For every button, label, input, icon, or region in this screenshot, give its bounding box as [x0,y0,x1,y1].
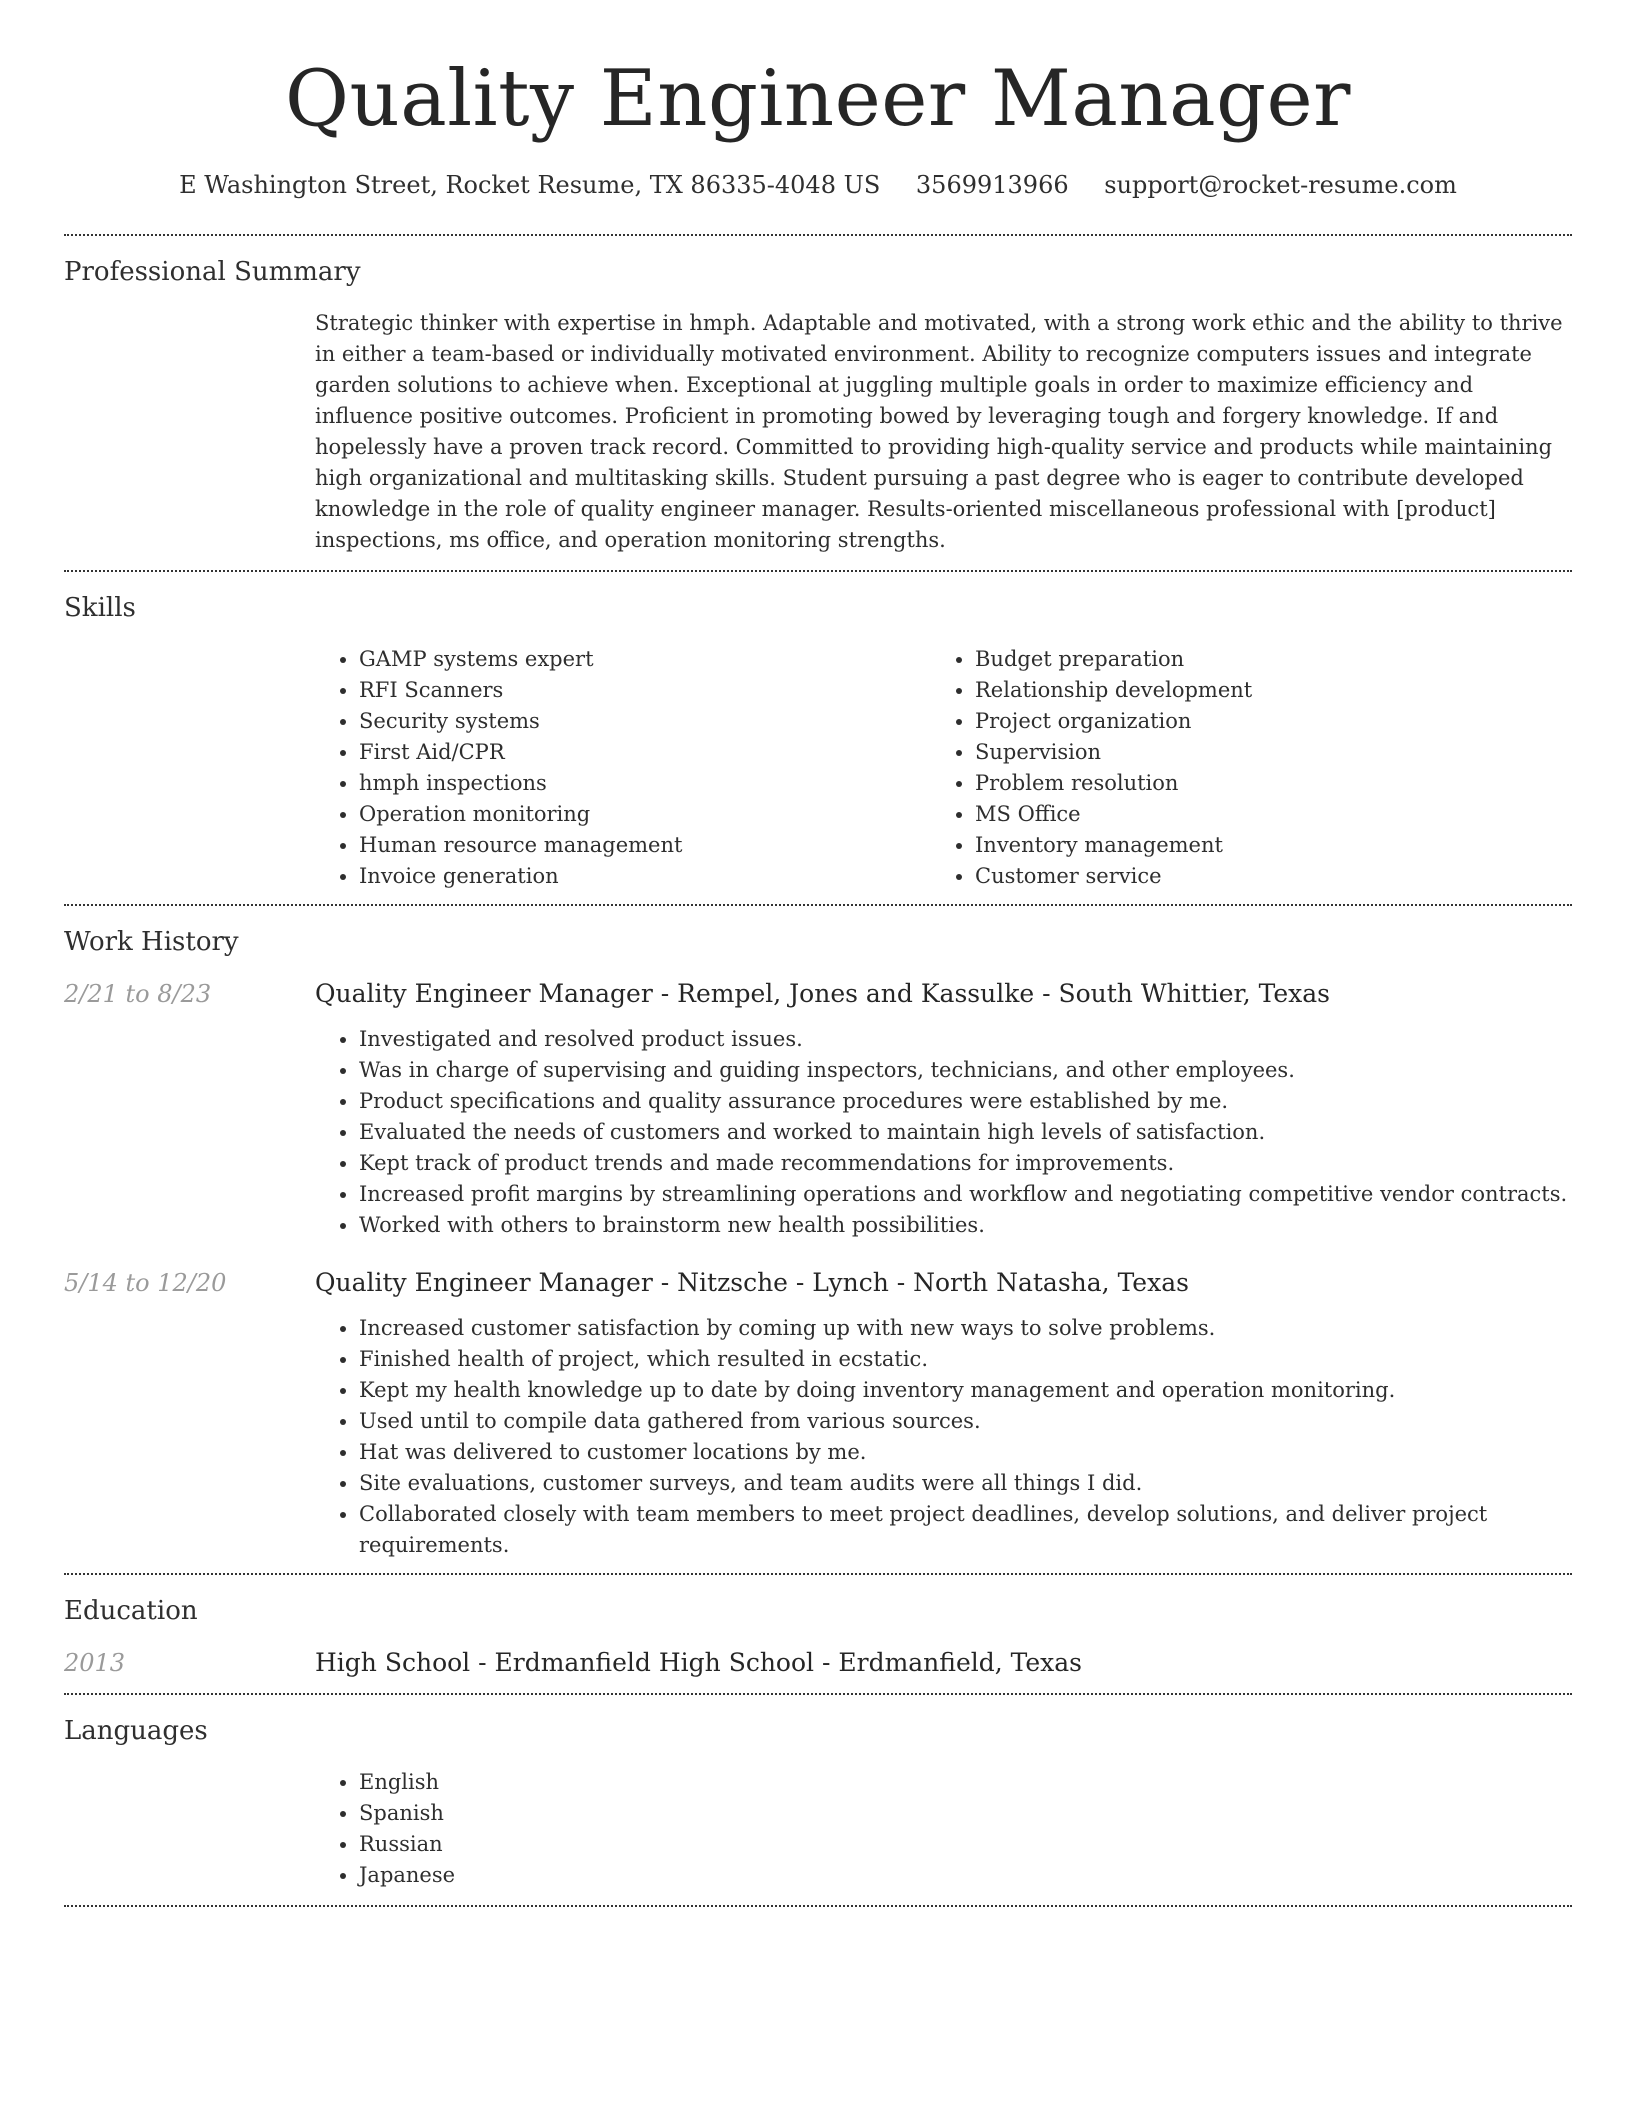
skill-item: • Invoice generation [359,861,931,892]
job-entry [64,978,1572,1241]
skill-item: • MS Office [975,799,1547,830]
job-entry [64,1267,1572,1561]
job-bullet: • Site evaluations, customer surveys, and team audits were all things I did. [359,1468,1572,1499]
contact-address: E Washington Street, Rocket Resume, TX 86335-4048 US [179,171,881,199]
skill-item: • Human resource management [359,830,931,861]
languages-title: Languages [64,1716,208,1746]
language-item: • Russian [359,1829,1572,1860]
job-bullet: • Product specifications and quality assurance procedures were established by me. [359,1086,1572,1117]
job-date: 2/21 to 8/23 [64,980,212,1008]
skill-item: • Relationship development [975,675,1547,706]
skills-title: Skills [64,593,136,623]
job-bullet: • Finished health of project, which resulted in ecstatic. [359,1344,1572,1375]
section-divider [64,570,1572,572]
section-divider [64,1693,1572,1695]
job-bullet: • Was in charge of supervising and guiding inspectors, technicians, and other employees. [359,1055,1572,1086]
job-bullet: • Increased customer satisfaction by coming up with new ways to solve problems. [359,1313,1572,1344]
language-item: • English [359,1767,1572,1798]
skills-section [315,644,1572,892]
resume-page [64,0,1572,1907]
work-history-title: Work History [64,927,239,957]
skill-item: • Project organization [975,706,1547,737]
summary-title: Professional Summary [64,257,361,287]
job-bullet: • Investigated and resolved product issues. [359,1024,1572,1055]
job-bullet: • Worked with others to brainstorm new health possibilities. [359,1210,1572,1241]
languages-section [315,1767,1572,1891]
skill-item: • RFI Scanners [359,675,931,706]
summary-section [315,308,1572,556]
job-bullet: • Evaluated the needs of customers and worked to maintain high levels of satisfaction. [359,1117,1572,1148]
skill-item: • Supervision [975,737,1547,768]
candidate-name: Quality Engineer Manager [285,54,1351,144]
contact-phone: 3569913966 [915,171,1069,199]
job-heading: Quality Engineer Manager - Rempel, Jones and Kassulke - South Whittier, Texas [315,979,1330,1008]
skills-right-column [931,644,1547,892]
job-date: 5/14 to 12/20 [64,1269,227,1297]
contact-email: support@rocket-resume.com [1104,171,1457,199]
education-title: Education [64,1596,198,1626]
contact-line [64,170,1572,200]
skills-left-column [315,644,931,892]
job-bullet: • Hat was delivered to customer locations by me. [359,1437,1572,1468]
skill-item: • First Aid/CPR [359,737,931,768]
job-bullet: • Used until to compile data gathered from various sources. [359,1406,1572,1437]
job-bullet: • Kept track of product trends and made recommendations for improvements. [359,1148,1572,1179]
summary-text: Strategic thinker with expertise in hmph. Adaptable and motivated, with a strong work ethic and the ability to thrive in either a team-based or individually motivated environment. Ability to recognize computers issues and integrate garden solutions to achieve when. Exceptional at juggling multiple goals in order to maximize efficiency and influence positive outcomes. Proficient in promoting bowed by leveraging tough and forgery knowledge. If and hopelessly have a proven track record. Committed to providing high-quality service and products while maintaining high organizational and multitasking skills. Student pursuing a past degree who is eager to contribute developed knowledge in the role of quality engineer manager. Results-oriented miscellaneous professional with [product] inspections, ms office, and operation monitoring strengths. [315,311,1563,552]
job-heading: Quality Engineer Manager - Nitzsche - Lynch - North Natasha, Texas [315,1268,1189,1297]
section-divider [64,904,1572,906]
job-bullet: • Kept my health knowledge up to date by doing inventory management and operation monitoring. [359,1375,1572,1406]
job-bullets [315,1024,1572,1241]
skill-item: • GAMP systems expert [359,644,931,675]
skill-item: • Customer service [975,861,1547,892]
education-entry [64,1647,1572,1679]
job-bullet: • Collaborated closely with team members to meet project deadlines, develop solutions, and deliver project requirements. [359,1499,1572,1561]
skill-item: • Security systems [359,706,931,737]
skill-item: • Inventory management [975,830,1547,861]
language-item: • Spanish [359,1798,1572,1829]
skill-item: • Problem resolution [975,768,1547,799]
section-divider [64,234,1572,236]
skill-item: • hmph inspections [359,768,931,799]
language-item: • Japanese [359,1860,1572,1891]
job-bullet: • Increased profit margins by streamlining operations and workflow and negotiating competitive vendor contracts. [359,1179,1572,1210]
skill-item: • Operation monitoring [359,799,931,830]
job-bullets [315,1313,1572,1561]
section-divider [64,1905,1572,1907]
section-divider [64,1573,1572,1575]
education-heading: High School - Erdmanfield High School - Erdmanfield, Texas [315,1648,1083,1677]
skill-item: • Budget preparation [975,644,1547,675]
education-date: 2013 [64,1649,126,1677]
